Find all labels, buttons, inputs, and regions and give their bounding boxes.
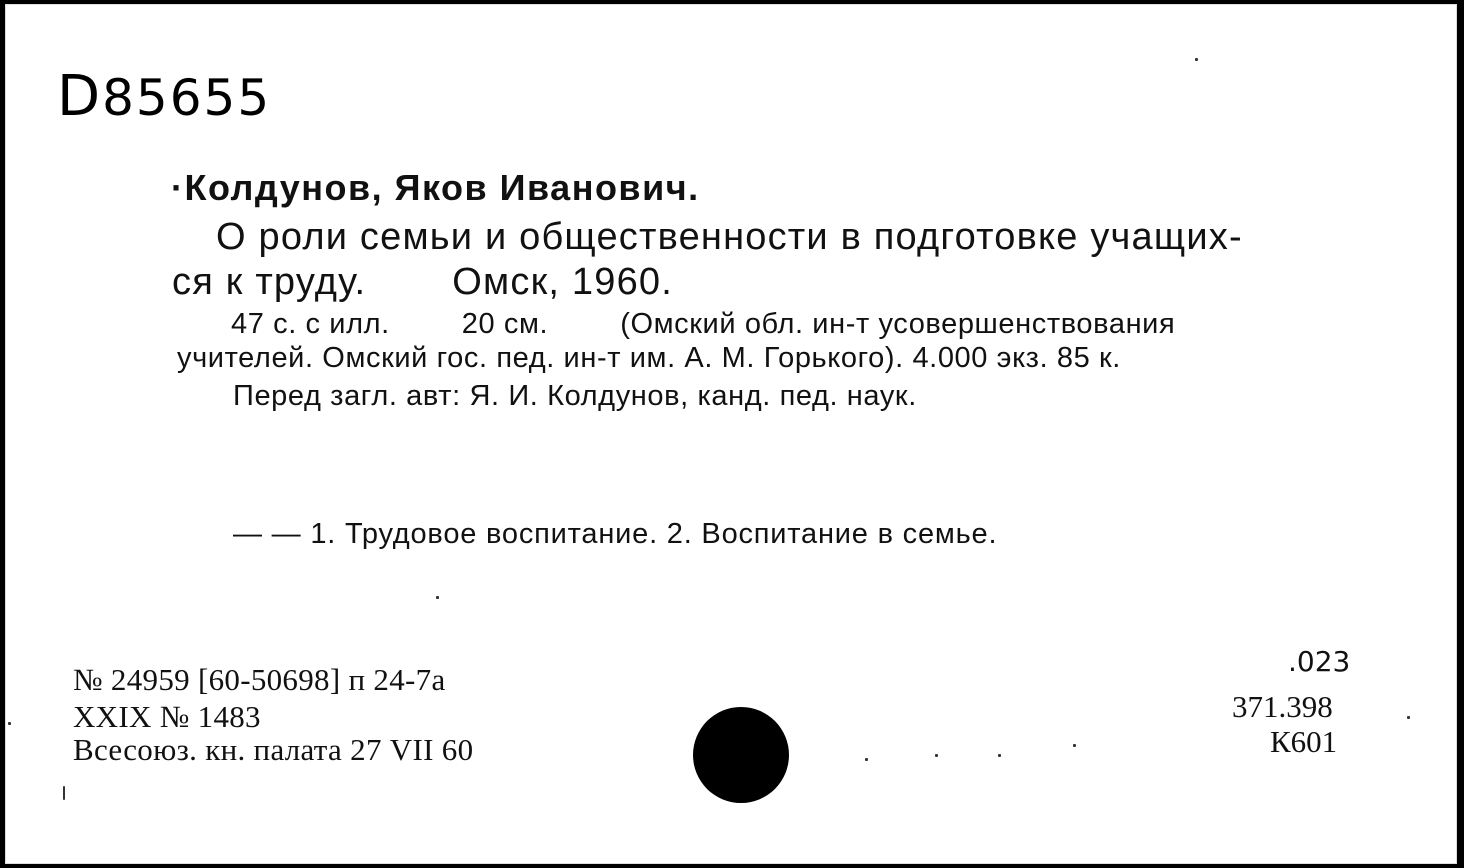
speck: [1073, 744, 1076, 747]
speck: [8, 722, 11, 725]
title-end: ся к труду.: [172, 261, 367, 303]
punch-hole: [693, 707, 789, 803]
classification-code: 371.398: [1232, 689, 1333, 724]
series: (Омский обл. ин-т усовершенствования: [620, 308, 1176, 340]
author-heading: ·Колдунов, Яков Иванович.: [171, 167, 700, 208]
inventory-prefix: D: [57, 64, 103, 129]
description-line-2: учителей. Омский гос. пед. ин-т им. А. М. Горького). 4.000 экз. 85 к.: [177, 342, 1121, 374]
subject-headings: — — 1. Трудовое воспитание. 2. Воспитание в семье.: [233, 518, 998, 550]
speck: [935, 754, 938, 757]
imprint: Омск, 1960.: [452, 261, 674, 303]
speck: [1195, 58, 1198, 61]
size: 20 см.: [461, 308, 549, 340]
registry-line-2: XXIX № 1483: [73, 699, 261, 734]
speck: [1407, 716, 1410, 719]
speck: [63, 786, 65, 800]
description-line-3: Перед загл. авт: Я. И. Колдунов, канд. пед. наук.: [233, 380, 917, 412]
title-line-1: О роли семьи и общественности в подготовке учащих-: [216, 216, 1243, 258]
inventory-digits: 85655: [102, 69, 272, 127]
pages: 47 с. с илл.: [231, 308, 390, 340]
description-line-1: [231, 310, 1175, 339]
speck: [998, 754, 1001, 757]
registry-line-3: Всесоюз. кн. палата 27 VII 60: [73, 732, 474, 767]
speck: [865, 758, 868, 761]
classification-handwritten: .023: [1288, 645, 1351, 678]
registry-line-1: № 24959 [60-50698] п 24-7а: [73, 662, 446, 697]
title-line-2: [172, 263, 673, 301]
catalog-card: [5, 4, 1457, 864]
author-mark: К601: [1270, 724, 1338, 759]
speck: [436, 596, 439, 599]
inventory-number: [57, 64, 271, 129]
